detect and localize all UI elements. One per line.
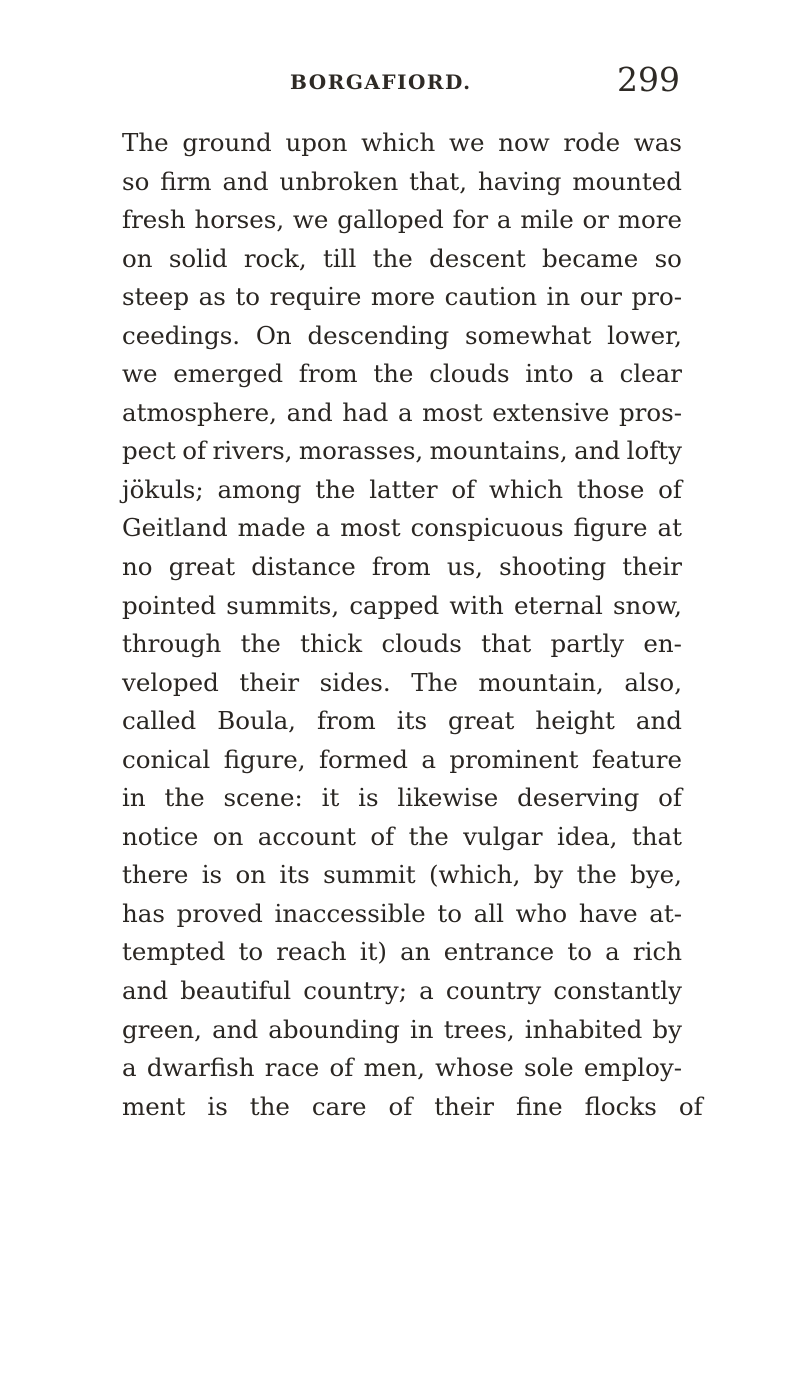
word: The [411, 667, 458, 697]
word: a [397, 397, 413, 427]
word: a [496, 205, 512, 235]
word: en- [643, 629, 682, 659]
word: veloped [122, 667, 219, 697]
word: by [533, 860, 564, 890]
word: bye, [630, 860, 682, 890]
word: morasses, [298, 436, 424, 466]
word: had [342, 397, 389, 427]
word: whose [435, 1053, 514, 1083]
word: rivers, [212, 436, 293, 466]
text-line [122, 278, 682, 317]
word: jökuls; [122, 474, 204, 504]
word: into [525, 359, 574, 389]
word: great [448, 706, 515, 736]
word: of [370, 821, 395, 851]
word: trees, [443, 1014, 515, 1044]
word: that [631, 821, 682, 851]
text-line [122, 933, 682, 972]
word: emerged [173, 359, 284, 389]
word: more [370, 282, 436, 312]
word: shooting [499, 552, 607, 582]
word: is [207, 1091, 228, 1121]
word: till [322, 243, 357, 273]
word: clouds [429, 359, 510, 389]
word: firm [160, 166, 212, 196]
word: on [235, 860, 267, 890]
word: in [409, 1014, 434, 1044]
word: feature [591, 744, 682, 774]
word: latter [369, 474, 438, 504]
word: distance [251, 552, 356, 582]
word: tempted [122, 937, 226, 967]
word: horses, [194, 205, 285, 235]
word: the [372, 243, 413, 273]
word: rock, [243, 243, 307, 273]
word: us, [446, 552, 483, 582]
word: sole [523, 1053, 574, 1083]
word: more [617, 205, 682, 235]
word: among [217, 474, 302, 504]
word: entrance [443, 937, 555, 967]
text-line [122, 548, 682, 587]
word: a [419, 976, 434, 1006]
word: atmosphere, [122, 397, 277, 427]
word: that [481, 629, 532, 659]
word: a [122, 1053, 137, 1083]
word: we [292, 205, 329, 235]
word: vulgar [463, 821, 543, 851]
word: who [515, 898, 568, 928]
word: of [658, 474, 682, 504]
word: is [201, 860, 223, 890]
text-line [122, 1049, 682, 1088]
word: Geitland [122, 513, 228, 543]
text-line [122, 163, 682, 202]
word: and [212, 1014, 259, 1044]
word: clear [619, 359, 682, 389]
text-line [122, 856, 682, 895]
word: the [408, 821, 449, 851]
word: and [222, 166, 269, 196]
word: sides. [319, 667, 391, 697]
word: we [122, 359, 158, 389]
text-line [122, 625, 682, 664]
word: which [489, 474, 564, 504]
word: a [421, 744, 436, 774]
word: ceedings. [122, 320, 241, 350]
word: conspicuous [410, 513, 564, 543]
word: caution [444, 282, 537, 312]
word: from [298, 359, 358, 389]
word: height [535, 706, 615, 736]
word: through [122, 629, 222, 659]
word: most [422, 397, 483, 427]
word: for [452, 205, 489, 235]
word: called [122, 706, 197, 736]
word: clouds [381, 629, 462, 659]
word: partly [550, 629, 625, 659]
running-head [120, 60, 680, 104]
word: care [311, 1091, 367, 1121]
text-line [122, 432, 682, 471]
word: an [400, 937, 431, 967]
word: we [448, 128, 485, 157]
word: and [286, 397, 333, 427]
text-line [122, 664, 682, 703]
word: steep [122, 282, 190, 312]
text-line [122, 1011, 682, 1050]
word: likewise [397, 783, 499, 813]
text-line [122, 355, 682, 394]
word: unbroken [279, 166, 399, 196]
word: a [315, 513, 331, 543]
word: to [235, 282, 261, 312]
text-line [122, 471, 682, 510]
word: lower, [607, 320, 682, 350]
word: mile [520, 205, 574, 235]
text-line [122, 818, 682, 857]
word: their [622, 552, 682, 582]
word: and [635, 706, 682, 736]
word: it [321, 783, 340, 813]
text-line [122, 587, 682, 626]
word: flocks [584, 1091, 657, 1121]
word: became [542, 243, 639, 273]
word: figure, [223, 744, 306, 774]
word: its [279, 860, 310, 890]
page-number: 299 [617, 60, 680, 99]
text-line [122, 1088, 703, 1127]
word: reach [276, 937, 347, 967]
word: its [396, 706, 428, 736]
word: the [576, 860, 617, 890]
text-line [122, 124, 682, 163]
word: no [122, 552, 153, 582]
word: pointed [122, 590, 217, 620]
word: scene: [223, 783, 303, 813]
word: that, [409, 166, 468, 196]
word: of [329, 1053, 354, 1083]
word: now [498, 128, 550, 157]
word: abounding [268, 1014, 400, 1044]
word: in [122, 783, 146, 813]
word: ground [182, 128, 272, 157]
word: The [122, 128, 169, 157]
word: fresh [122, 205, 186, 235]
word: require [269, 282, 362, 312]
text-line [122, 741, 682, 780]
word: account [257, 821, 356, 851]
word: conical [122, 744, 211, 774]
word: of [451, 474, 476, 504]
word: great [168, 552, 236, 582]
word: summits, [226, 590, 340, 620]
word: beautiful [180, 976, 292, 1006]
word: which [361, 128, 436, 157]
word: (which, [428, 860, 521, 890]
word: mountains, [429, 436, 568, 466]
word: or [582, 205, 609, 235]
word: of [388, 1091, 413, 1121]
word: at [657, 513, 682, 543]
text-line [122, 972, 682, 1011]
word: pros- [619, 397, 682, 427]
word: to [238, 937, 264, 967]
word: having [477, 166, 562, 196]
word: deserving [517, 783, 640, 813]
word: their [239, 667, 300, 697]
word: from [316, 706, 376, 736]
word: descent [429, 243, 526, 273]
word: extensive [492, 397, 610, 427]
word: there [122, 860, 189, 890]
word: the [249, 1091, 290, 1121]
word: mounted [572, 166, 682, 196]
word: descending [307, 320, 450, 350]
word: the [315, 474, 356, 504]
word: country; [303, 976, 407, 1006]
word: solid [168, 243, 228, 273]
word: employ- [583, 1053, 682, 1083]
word: by [652, 1014, 682, 1044]
word: mountain, [478, 667, 604, 697]
text-line [122, 895, 682, 934]
word: on [122, 243, 153, 273]
word: the [164, 783, 205, 813]
word: in [546, 282, 571, 312]
word: is [358, 783, 379, 813]
word: pect [122, 436, 176, 466]
word: fine [515, 1091, 563, 1121]
word: it) [359, 937, 387, 967]
word: formed [318, 744, 408, 774]
text-line [122, 779, 682, 818]
word: as [198, 282, 226, 312]
word: dwarfish [146, 1053, 255, 1083]
text-line [122, 240, 682, 279]
body-text [122, 124, 703, 1126]
word: rode [563, 128, 621, 157]
word: at- [649, 898, 682, 928]
word: of [658, 783, 682, 813]
text-line [122, 702, 682, 741]
word: all [473, 898, 504, 928]
word: notice [122, 821, 199, 851]
word: have [578, 898, 638, 928]
word: a [589, 359, 604, 389]
word: rich [632, 937, 682, 967]
word: also, [624, 667, 682, 697]
word: to [437, 898, 462, 928]
word: from [371, 552, 431, 582]
word: on [212, 821, 244, 851]
word: ment [122, 1091, 186, 1121]
word: so [122, 166, 150, 196]
word: upon [285, 128, 348, 157]
word: so [654, 243, 682, 273]
word: most [340, 513, 401, 543]
word: thick [300, 629, 363, 659]
word: proved [176, 898, 263, 928]
word: summit [323, 860, 416, 890]
word: capped [349, 590, 440, 620]
word: figure [573, 513, 648, 543]
text-line [122, 394, 682, 433]
text-line [122, 201, 682, 240]
word: our [579, 282, 622, 312]
word: of [678, 1091, 703, 1121]
word: and [574, 436, 621, 466]
text-line [122, 509, 682, 548]
word: with [449, 590, 504, 620]
word: men, [363, 1053, 425, 1083]
word: inaccessible [274, 898, 426, 928]
word: constantly [553, 976, 682, 1006]
word: green, [122, 1014, 202, 1044]
text-line [122, 317, 682, 356]
word: has [122, 898, 165, 928]
word: eternal [514, 590, 603, 620]
word: snow, [612, 590, 682, 620]
word: somewhat [465, 320, 592, 350]
word: prominent [449, 744, 579, 774]
word: idea, [557, 821, 618, 851]
word: Boula, [217, 706, 296, 736]
word: was [633, 128, 682, 157]
word: their [434, 1091, 494, 1121]
word: galloped [337, 205, 444, 235]
word: pro- [631, 282, 682, 312]
word: and [122, 976, 169, 1006]
word: those [576, 474, 645, 504]
word: country [445, 976, 542, 1006]
running-title: BORGAFIORD. [290, 70, 472, 94]
word: the [373, 359, 414, 389]
word: a [605, 937, 620, 967]
word: to [567, 937, 592, 967]
word: race [264, 1053, 320, 1083]
word: On [255, 320, 292, 350]
word: lofty [626, 436, 682, 466]
word: made [237, 513, 306, 543]
word: inhabited [524, 1014, 643, 1044]
word: of [182, 436, 207, 466]
word: the [240, 629, 281, 659]
